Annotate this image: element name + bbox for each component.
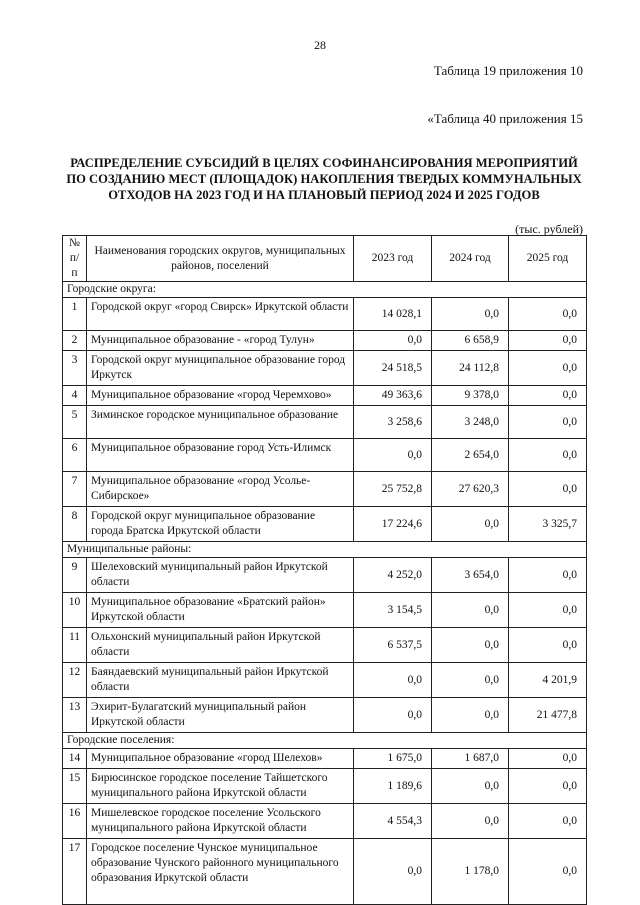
- row-name: Муниципальное образование «город Шелехов»: [87, 749, 354, 769]
- header-name: Наименования городских округов, муниципальных районов, поселений: [87, 236, 354, 282]
- subsidy-table: [62, 235, 587, 905]
- page-number: 28: [314, 38, 326, 52]
- table-row: [63, 628, 587, 663]
- row-number: 11: [63, 628, 87, 663]
- row-name: Муниципальное образование «город Черемхово»: [87, 386, 354, 406]
- value-2023: 14 028,1: [354, 298, 432, 331]
- value-2024: 0,0: [432, 698, 509, 733]
- row-name: Ольхонский муниципальный район Иркутской области: [87, 628, 354, 663]
- value-2024: 27 620,3: [432, 472, 509, 507]
- row-name: Зиминское городское муниципальное образование: [87, 406, 354, 439]
- value-2023: 4 252,0: [354, 558, 432, 593]
- value-2025: 0,0: [509, 558, 587, 593]
- title-line: ПО СОЗДАНИЮ МЕСТ (ПЛОЩАДОК) НАКОПЛЕНИЯ ТВЕРДЫХ КОММУНАЛЬНЫХ: [66, 172, 582, 186]
- value-2025: 0,0: [509, 839, 587, 905]
- section-row: [63, 282, 587, 298]
- row-name: Муниципальное образование - «город Тулун»: [87, 331, 354, 351]
- title-line: ОТХОДОВ НА 2023 ГОД И НА ПЛАНОВЫЙ ПЕРИОД 2024 И 2025 ГОДОВ: [108, 188, 540, 202]
- row-name: Городской округ муниципальное образование город Иркутск: [87, 351, 354, 386]
- value-2023: 49 363,6: [354, 386, 432, 406]
- value-2024: 3 248,0: [432, 406, 509, 439]
- value-2025: 0,0: [509, 406, 587, 439]
- value-2023: 1 675,0: [354, 749, 432, 769]
- value-2025: 0,0: [509, 593, 587, 628]
- value-2023: 6 537,5: [354, 628, 432, 663]
- appendix-reference-2: «Таблица 40 приложения 15: [427, 111, 583, 126]
- value-2023: 4 554,3: [354, 804, 432, 839]
- value-2025: 0,0: [509, 804, 587, 839]
- value-2024: 24 112,8: [432, 351, 509, 386]
- section-label: Городские поселения:: [63, 733, 587, 749]
- row-name: Городской округ «город Свирск» Иркутской области: [87, 298, 354, 331]
- row-number: 5: [63, 406, 87, 439]
- value-2023: 0,0: [354, 439, 432, 472]
- value-2025: 0,0: [509, 331, 587, 351]
- header-2024: 2024 год: [432, 236, 509, 282]
- value-2023: 0,0: [354, 663, 432, 698]
- value-2024: 3 654,0: [432, 558, 509, 593]
- row-name: Муниципальное образование «город Усолье-Сибирское»: [87, 472, 354, 507]
- table-row: [63, 351, 587, 386]
- value-2024: 2 654,0: [432, 439, 509, 472]
- value-2024: 0,0: [432, 663, 509, 698]
- value-2024: 0,0: [432, 298, 509, 331]
- row-name: Городское поселение Чунское муниципальное образование Чунского районного муниципального образования Иркутской области: [87, 839, 354, 905]
- table-row: [63, 558, 587, 593]
- value-2023: 3 258,6: [354, 406, 432, 439]
- document-title: [62, 155, 586, 203]
- value-2024: 1 178,0: [432, 839, 509, 905]
- value-2025: 0,0: [509, 769, 587, 804]
- value-2023: 3 154,5: [354, 593, 432, 628]
- row-number: 6: [63, 439, 87, 472]
- row-name: Эхирит-Булагатский муниципальный район Иркутской области: [87, 698, 354, 733]
- value-2025: 0,0: [509, 298, 587, 331]
- value-2025: 0,0: [509, 472, 587, 507]
- appendix-reference: Таблица 19 приложения 10: [433, 63, 583, 78]
- table-row: [63, 804, 587, 839]
- row-name: Мишелевское городское поселение Усольского муниципального района Иркутской области: [87, 804, 354, 839]
- value-2024: 6 658,9: [432, 331, 509, 351]
- section-label: Муниципальные районы:: [63, 542, 587, 558]
- row-number: 10: [63, 593, 87, 628]
- header-num: № п/п: [63, 236, 87, 282]
- value-2024: 0,0: [432, 593, 509, 628]
- value-2024: 1 687,0: [432, 749, 509, 769]
- section-row: [63, 542, 587, 558]
- value-2024: 0,0: [432, 628, 509, 663]
- value-2024: 0,0: [432, 804, 509, 839]
- table-row: [63, 593, 587, 628]
- value-2023: 1 189,6: [354, 769, 432, 804]
- table-row: [63, 472, 587, 507]
- table-row: [63, 663, 587, 698]
- row-number: 12: [63, 663, 87, 698]
- value-2024: 0,0: [432, 507, 509, 542]
- value-2025: 0,0: [509, 351, 587, 386]
- table-row: [63, 749, 587, 769]
- row-number: 15: [63, 769, 87, 804]
- value-2024: 0,0: [432, 769, 509, 804]
- row-number: 8: [63, 507, 87, 542]
- value-2025: 0,0: [509, 439, 587, 472]
- row-number: 1: [63, 298, 87, 331]
- table-row: [63, 406, 587, 439]
- table-row: [63, 331, 587, 351]
- value-2025: 21 477,8: [509, 698, 587, 733]
- row-name: Муниципальное образование «Братский район» Иркутской области: [87, 593, 354, 628]
- row-number: 17: [63, 839, 87, 905]
- row-number: 14: [63, 749, 87, 769]
- table-row: [63, 507, 587, 542]
- row-number: 9: [63, 558, 87, 593]
- row-number: 2: [63, 331, 87, 351]
- table-row: [63, 439, 587, 472]
- section-row: [63, 733, 587, 749]
- row-number: 16: [63, 804, 87, 839]
- table-row: [63, 298, 587, 331]
- value-2023: 0,0: [354, 839, 432, 905]
- table-row: [63, 839, 587, 905]
- row-name: Баяндаевский муниципальный район Иркутской области: [87, 663, 354, 698]
- table-row: [63, 769, 587, 804]
- row-name: Шелеховский муниципальный район Иркутской области: [87, 558, 354, 593]
- section-label: Городские округа:: [63, 282, 587, 298]
- value-2023: 0,0: [354, 331, 432, 351]
- header-2025: 2025 год: [509, 236, 587, 282]
- row-name: Бирюсинское городское поселение Тайшетского муниципального района Иркутской области: [87, 769, 354, 804]
- value-2023: 25 752,8: [354, 472, 432, 507]
- value-2024: 9 378,0: [432, 386, 509, 406]
- unit-label: (тыс. рублей): [515, 222, 583, 236]
- row-number: 3: [63, 351, 87, 386]
- row-number: 13: [63, 698, 87, 733]
- value-2023: 17 224,6: [354, 507, 432, 542]
- value-2023: 0,0: [354, 698, 432, 733]
- row-number: 7: [63, 472, 87, 507]
- value-2025: 0,0: [509, 628, 587, 663]
- table-row: [63, 698, 587, 733]
- row-number: 4: [63, 386, 87, 406]
- value-2025: 0,0: [509, 386, 587, 406]
- row-name: Городской округ муниципальное образование города Братска Иркутской области: [87, 507, 354, 542]
- value-2025: 3 325,7: [509, 507, 587, 542]
- value-2025: 0,0: [509, 749, 587, 769]
- value-2023: 24 518,5: [354, 351, 432, 386]
- title-line: РАСПРЕДЕЛЕНИЕ СУБСИДИЙ В ЦЕЛЯХ СОФИНАНСИРОВАНИЯ МЕРОПРИЯТИЙ: [70, 156, 578, 170]
- value-2025: 4 201,9: [509, 663, 587, 698]
- header-2023: 2023 год: [354, 236, 432, 282]
- table-row: [63, 386, 587, 406]
- row-name: Муниципальное образование город Усть-Илимск: [87, 439, 354, 472]
